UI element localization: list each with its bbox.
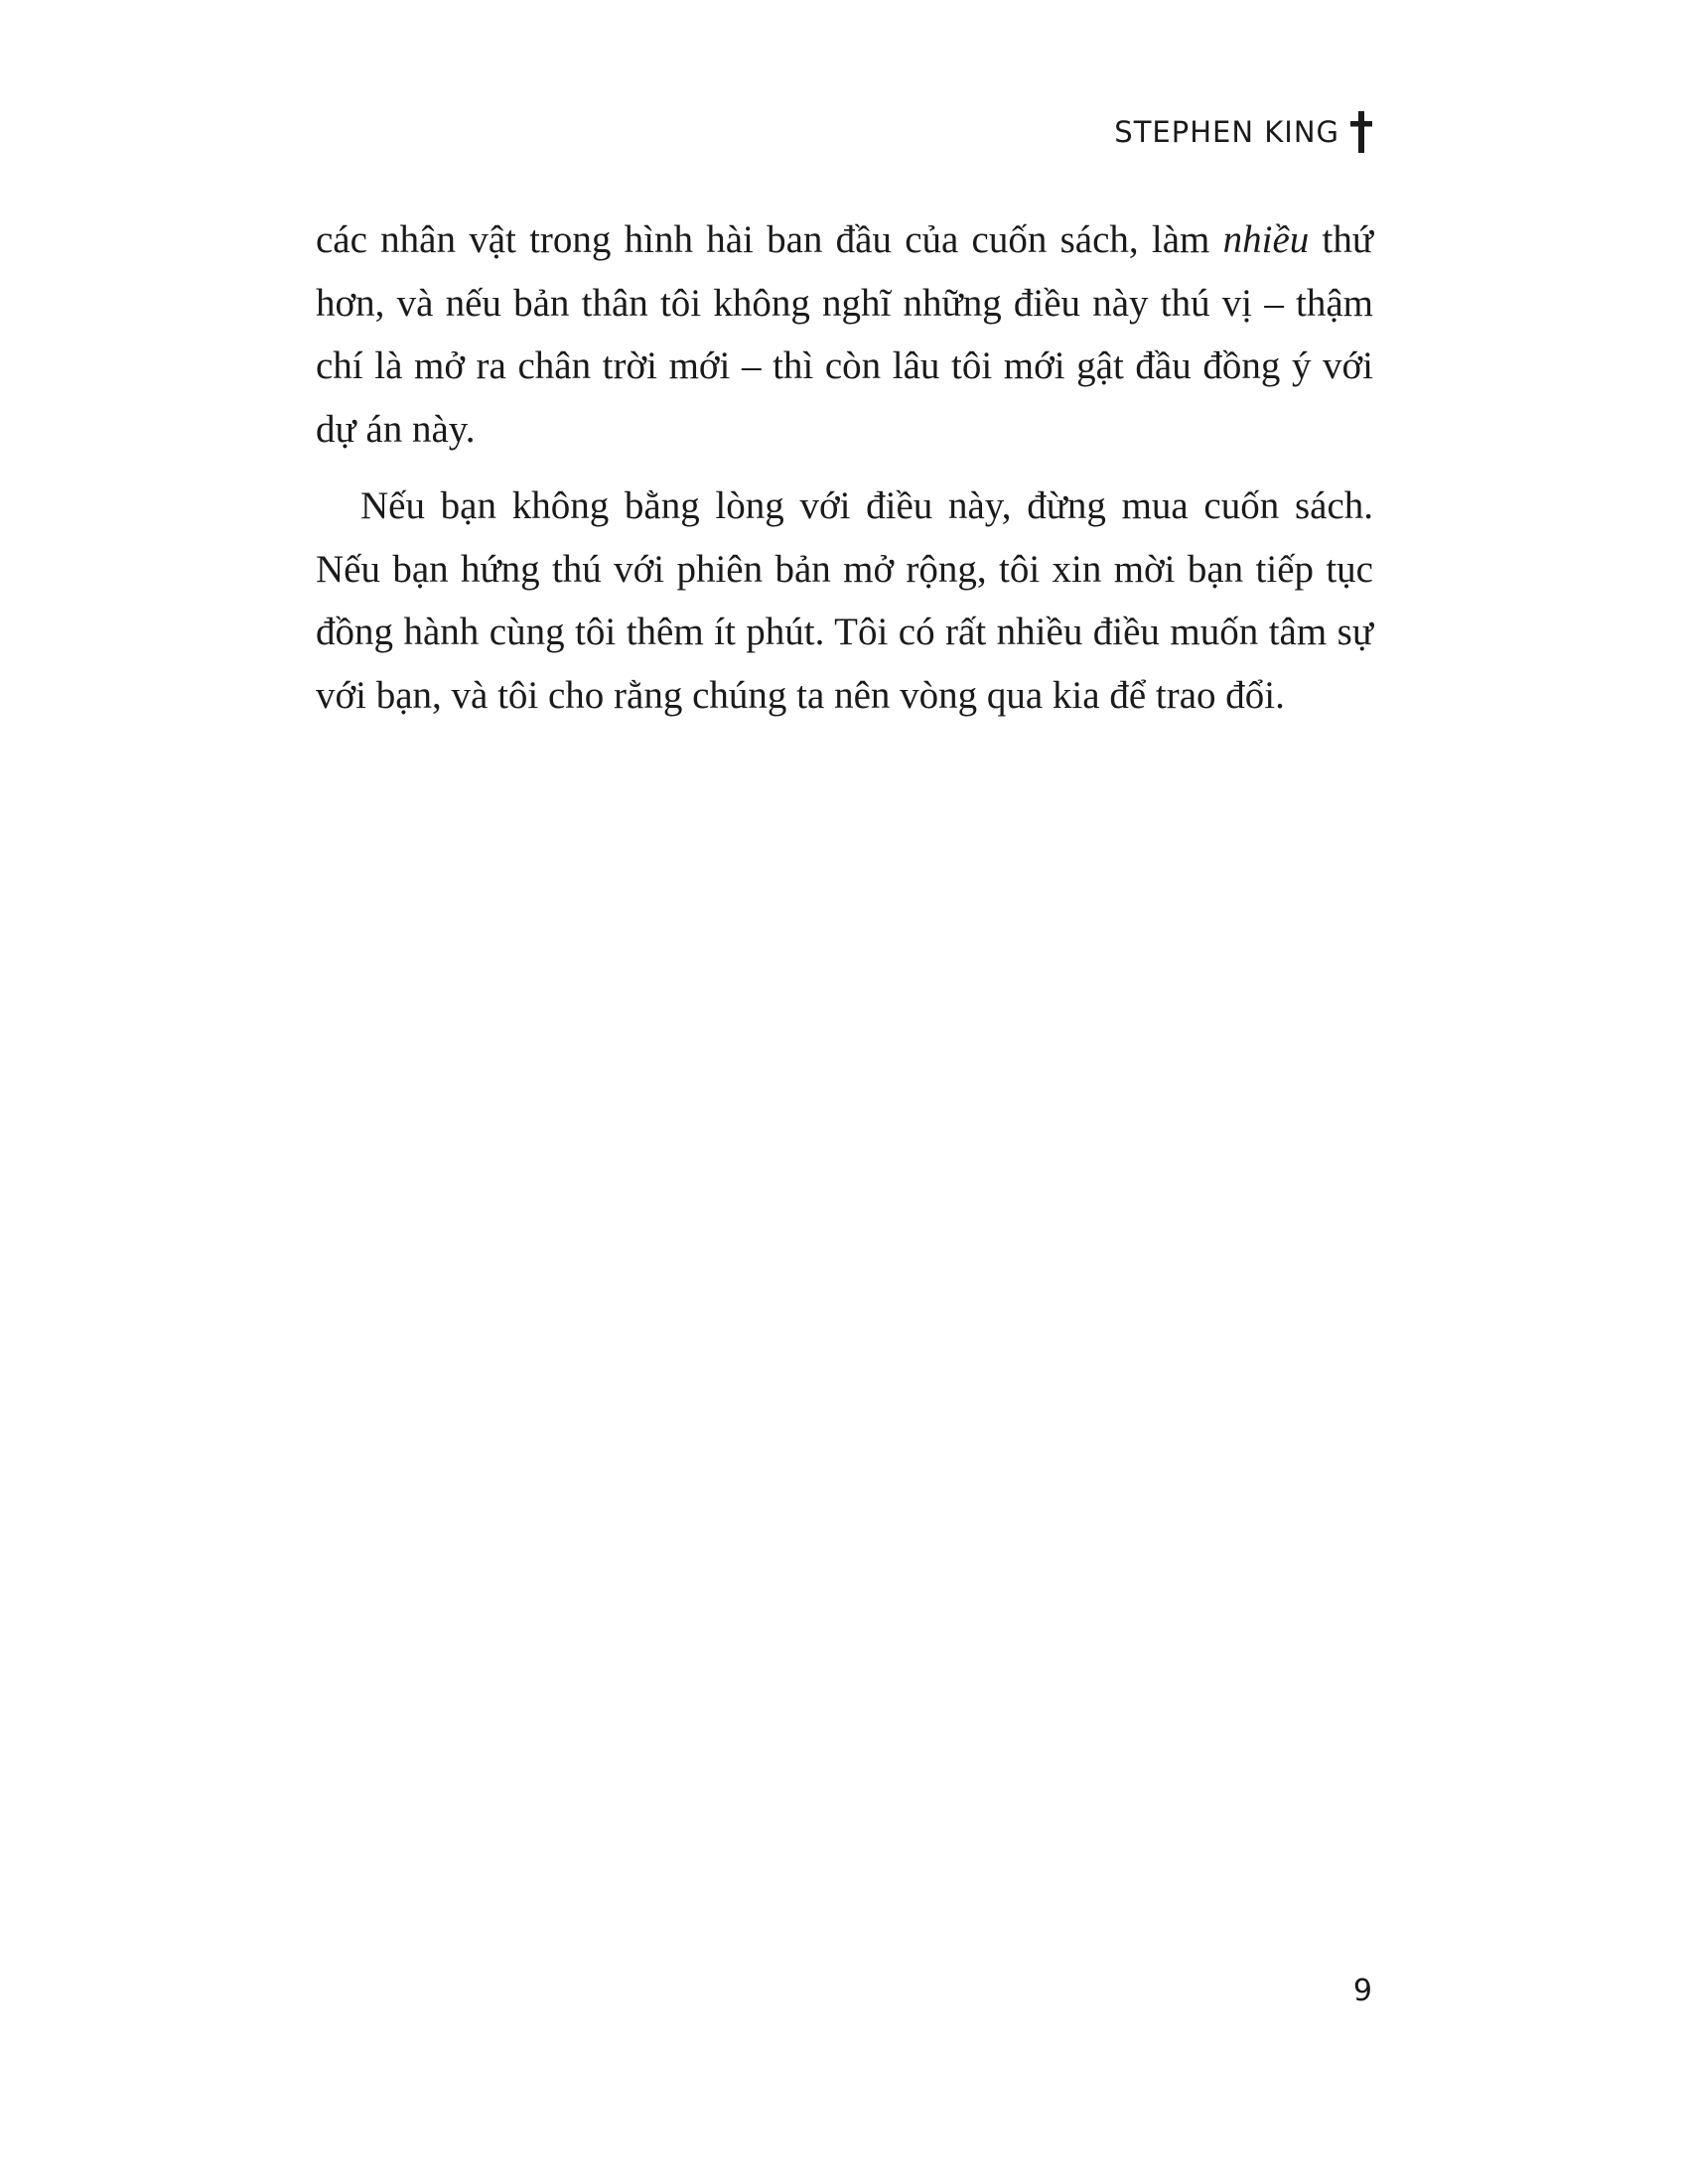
paragraph-1 bbox=[316, 208, 1373, 461]
emphasis-word: nhiều bbox=[1222, 218, 1310, 261]
running-header bbox=[1114, 111, 1373, 153]
paragraph-2: Nếu bạn không bằng lòng với điều này, đừng mua cuốn sách. Nếu bạn hứng thú với phiên bản mở rộng, tôi xin mời bạn tiếp tục đồng hành cùng tôi thêm ít phút. Tôi có rất nhiều điều muốn tâm sự với bạn, và tôi cho rằng chúng ta nên vòng qua kia để trao đổi. bbox=[316, 484, 1373, 717]
latin-cross-icon bbox=[1349, 111, 1373, 153]
paragraph-1-text-a: các nhân vật trong hình hài ban đầu của cuốn sách, làm bbox=[316, 218, 1223, 261]
paragraph-1-text-b: thứ hơn, và nếu bản thân tôi không nghĩ những điều này thú vị – thậm chí là mở ra chân trời mới – thì còn lâu tôi mới gật đầu đồng ý với dự án này. bbox=[316, 218, 1373, 451]
body-text bbox=[316, 208, 1373, 727]
author-name: STEPHEN KING bbox=[1114, 115, 1339, 149]
page-number: 9 bbox=[1352, 1974, 1372, 2008]
